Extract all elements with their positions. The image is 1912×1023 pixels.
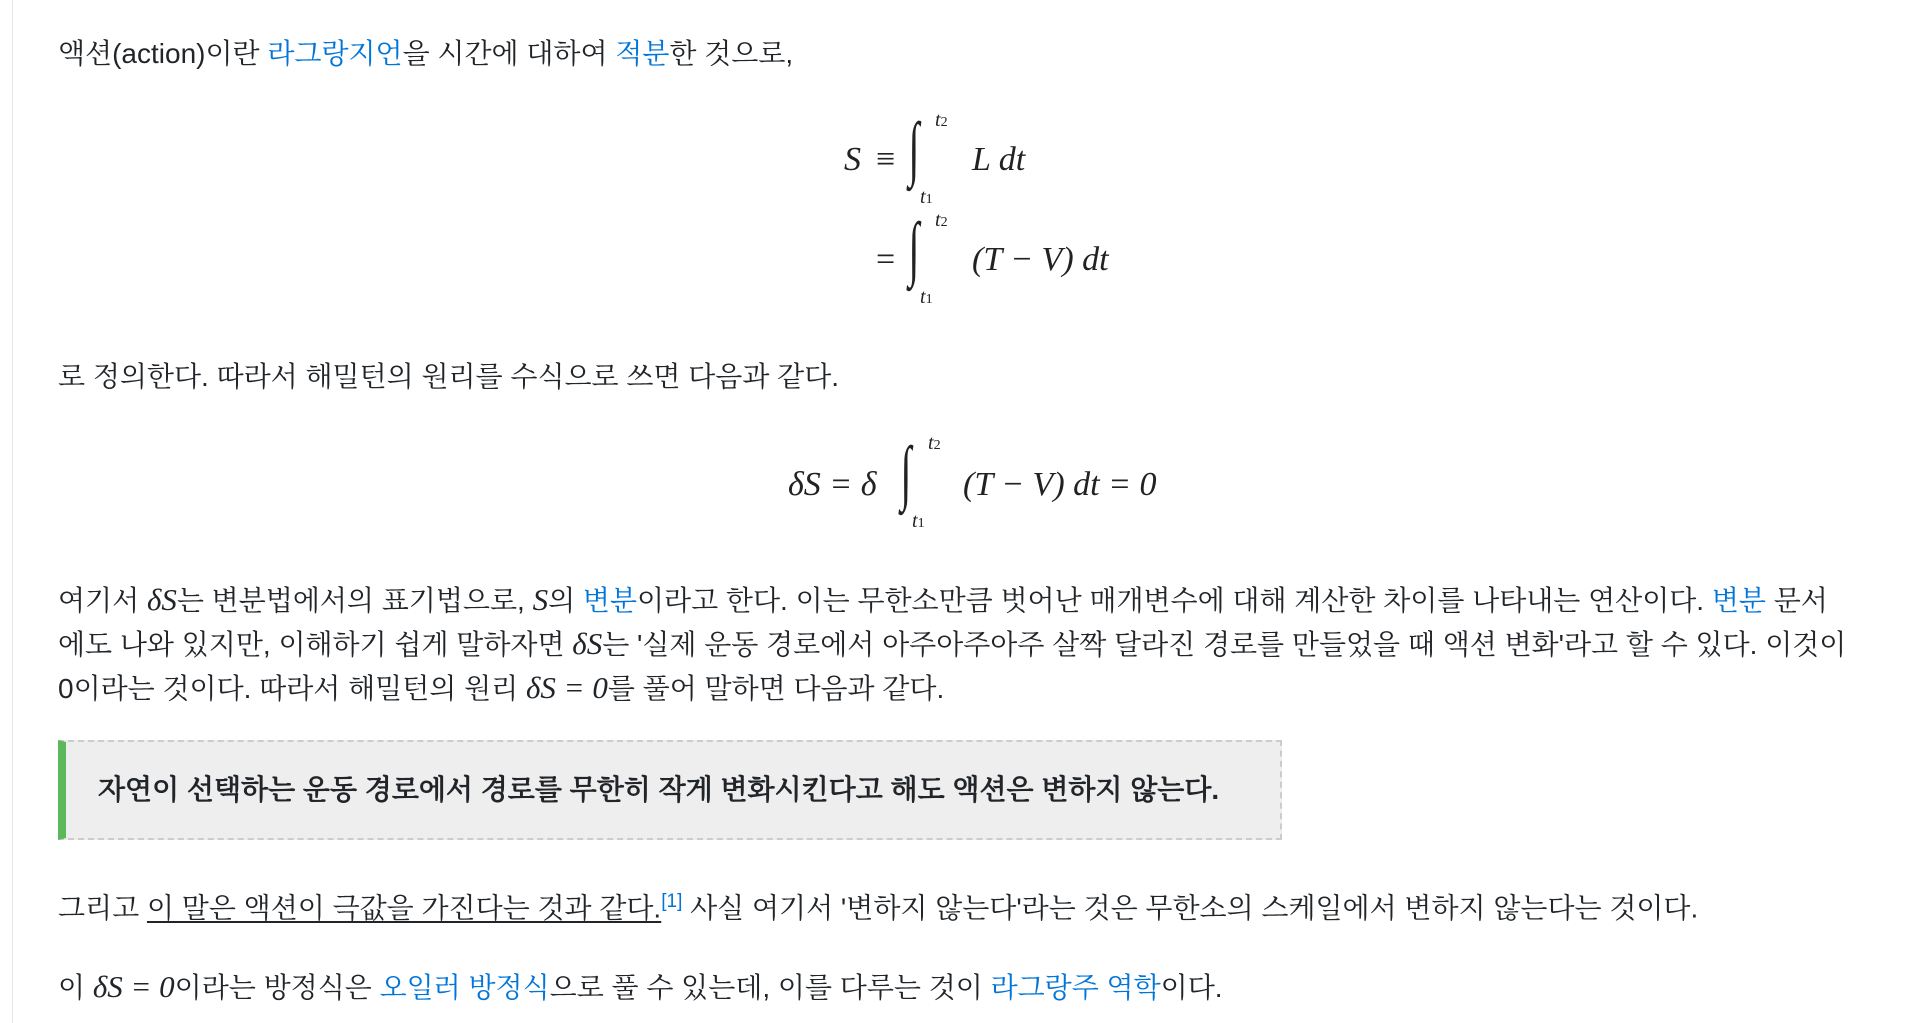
text: 그리고: [58, 892, 147, 924]
underlined-statement[interactable]: 이 말은 액션이 극값을 가진다는 것과 같다.: [146, 892, 662, 924]
text: 이다.: [1160, 972, 1223, 1003]
left-divider: [12, 0, 13, 1023]
footnote-1[interactable]: [1]: [661, 891, 683, 912]
paragraph-action-definition: [58, 32, 793, 76]
equation-hamilton-principle: [788, 430, 1288, 540]
eq2-upper-limit: t2: [928, 432, 941, 454]
link-lagrangian[interactable]: 라그랑지언: [267, 38, 403, 69]
text: 을 시간에 대하여: [402, 38, 616, 69]
text: 0이라는 것이다. 따라서 해밀턴의 원리: [58, 673, 526, 704]
text: 이: [58, 972, 93, 1003]
eq2-lower-limit: t1: [912, 510, 925, 532]
eq1-equals: =: [876, 241, 896, 278]
link-integral[interactable]: 적분: [615, 38, 670, 69]
integral-sign: ∫: [900, 432, 912, 512]
eq2-lhs: δS = δ: [788, 466, 877, 503]
eq1-line1-body: L dt: [972, 141, 1026, 178]
text: 를 풀어 말하면 다음과 같다.: [607, 673, 945, 704]
blockquote-text: 자연이 선택하는 운동 경로에서 경로를 무한히 작게 변화시킨다고 해도 액션은 변하지 않는다.: [98, 774, 1220, 805]
eq1-equiv: ≡: [876, 141, 896, 178]
paragraph-variation-line2: [58, 622, 1846, 667]
eq2-body: (T − V) dt = 0: [963, 466, 1157, 503]
link-variation[interactable]: 변분: [582, 585, 637, 616]
text: 사실 여기서 '변하지 않는다'라는 것은 무한소의 스케일에서 변하지 않는다는 것이다.: [682, 892, 1699, 924]
text: 문서: [1765, 585, 1828, 616]
math-delta-s-zero: δS = 0: [525, 670, 608, 705]
text: 에도 나와 있지만, 이해하기 쉽게 말하자면: [58, 629, 573, 660]
text: 액션(action)이란: [58, 38, 268, 69]
eq1-lower-limit: t1: [920, 186, 933, 208]
integral-sign: ∫: [908, 208, 920, 288]
text: 의: [548, 585, 583, 616]
paragraph-variation-line3: [58, 666, 944, 711]
link-variation-document[interactable]: 변분: [1711, 585, 1766, 616]
paragraph-variation-line1: [58, 578, 1828, 623]
math-s: S: [532, 582, 549, 617]
equation-action-integral: [844, 100, 1244, 310]
eq1-lhs: S: [844, 141, 861, 178]
text: 한 것으로,: [669, 38, 794, 69]
text: 는 변분법에서의 표기법으로,: [176, 585, 533, 616]
math-delta-s-zero: δS = 0: [92, 969, 175, 1004]
eq1-upper-limit-2: t2: [935, 209, 948, 231]
paragraph-hamilton-formula-intro: 로 정의한다. 따라서 해밀턴의 원리를 수식으로 쓰면 다음과 같다.: [58, 361, 840, 392]
eq1-line2-body: (T − V) dt: [972, 241, 1109, 278]
link-euler-equation[interactable]: 오일러 방정식: [379, 972, 550, 1003]
eq1-upper-limit: t2: [935, 109, 948, 131]
math-delta-s: δS: [572, 626, 603, 661]
paragraph-euler-equation: [58, 965, 1223, 1010]
blockquote: [58, 740, 1282, 840]
math-delta-s: δS: [146, 582, 177, 617]
link-lagrangian-mechanics[interactable]: 라그랑주 역학: [990, 972, 1161, 1003]
text: 는 '실제 운동 경로에서 아주아주아주 살짝 달라진 경로를 만들었을 때 액션 변화'라고 할 수 있다. 이것이: [602, 629, 1847, 660]
text: 이라고 한다. 이는 무한소만큼 벗어난 매개변수에 대해 계산한 차이를 나타내는 연산이다.: [637, 585, 1712, 616]
text: 여기서: [58, 585, 147, 616]
paragraph-extremum: [58, 880, 1698, 930]
integral-sign: ∫: [908, 108, 920, 188]
eq1-lower-limit-2: t1: [920, 286, 933, 308]
text: 으로 풀 수 있는데, 이를 다루는 것이: [549, 972, 991, 1003]
text: 이라는 방정식은: [174, 972, 380, 1003]
